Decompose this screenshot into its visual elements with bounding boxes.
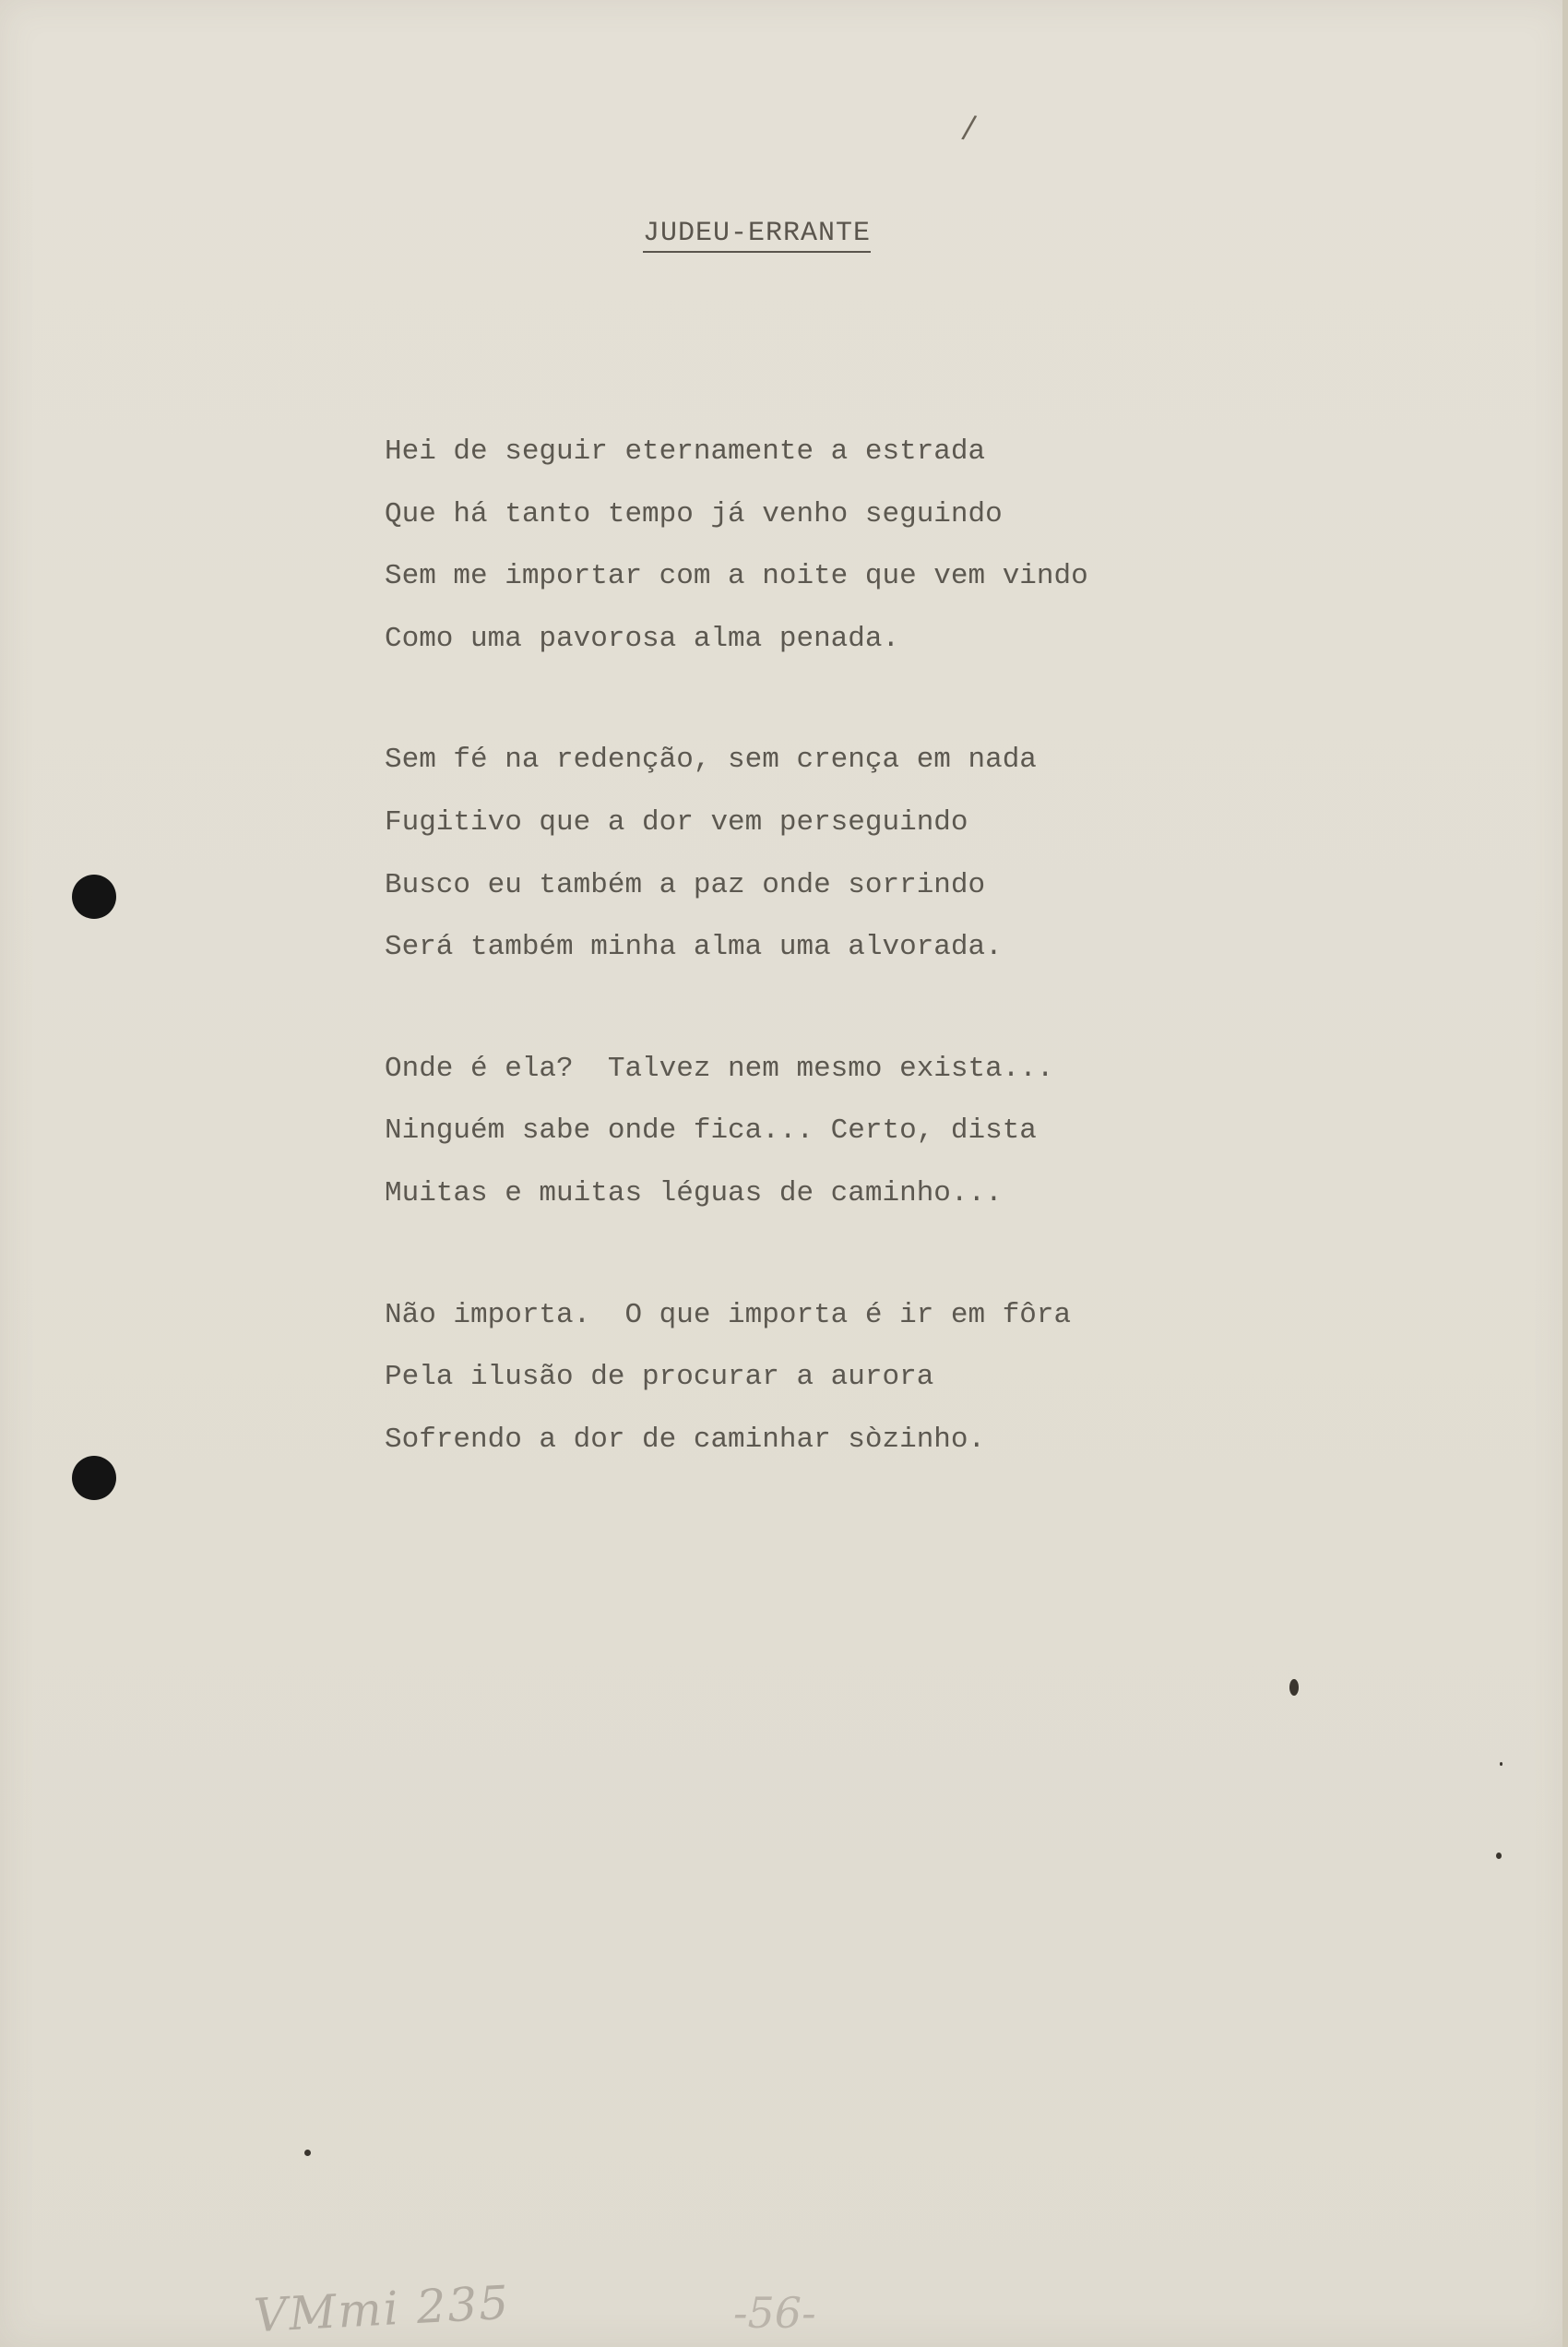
ink-speck <box>1289 1679 1299 1696</box>
poem-line: Que há tanto tempo já venho seguindo <box>385 497 1003 530</box>
stanza-2 <box>385 742 1088 991</box>
poem-line: Sem me importar com a noite que vem vindo <box>385 560 1088 593</box>
poem-line: Hei de seguir eternamente a estrada <box>385 435 986 468</box>
stanza-1 <box>385 434 1088 683</box>
poem-line: Fugitivo que a dor vem perseguindo <box>385 805 968 839</box>
ink-speck <box>304 2150 311 2156</box>
poem-line: Como uma pavorosa alma penada. <box>385 622 900 655</box>
punch-hole <box>72 875 116 919</box>
page-edge <box>1562 0 1568 2347</box>
top-margin-mark: / <box>959 108 979 147</box>
poem-line: Não importa. O que importa é ir em fôra <box>385 1298 1072 1331</box>
poem-line: Ninguém sabe onde fica... Certo, dista <box>385 1114 1037 1148</box>
poem-line: Pela ilusão de procurar a aurora <box>385 1361 934 1394</box>
ink-speck <box>1496 1853 1502 1859</box>
archive-reference: VMmi 235 <box>252 2275 512 2343</box>
poem-line: Sofrendo a dor de caminhar sòzinho. <box>385 1423 986 1456</box>
poem-line: Onde é ela? Talvez nem mesmo exista... <box>385 1052 1054 1085</box>
poem-line: Busco eu também a paz onde sorrindo <box>385 868 986 901</box>
ink-speck <box>1500 1762 1503 1766</box>
poem-title: JUDEU-ERRANTE <box>643 218 871 253</box>
poem-line: Muitas e muitas léguas de caminho... <box>385 1176 1003 1209</box>
poem-line: Será também minha alma uma alvorada. <box>385 931 1003 964</box>
stanza-3 <box>385 1051 1088 1238</box>
punch-hole <box>72 1456 116 1500</box>
page-number: -56- <box>733 2288 816 2338</box>
poem-body <box>385 434 1088 1543</box>
poem-line: Sem fé na redenção, sem crença em nada <box>385 744 1037 777</box>
stanza-4 <box>385 1297 1088 1484</box>
